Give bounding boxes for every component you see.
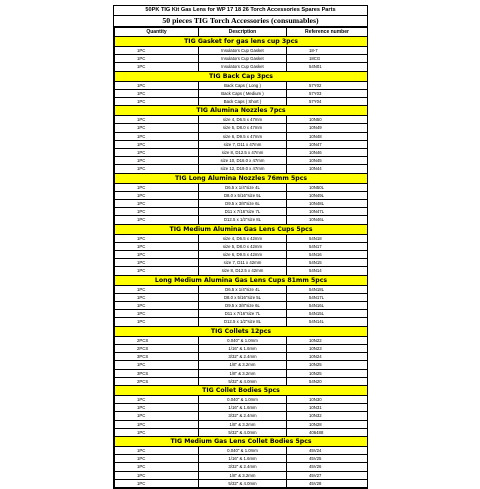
description-cell: size 7, D11 x 42mm (199, 259, 287, 267)
section-heading-row (115, 224, 368, 234)
parts-table-body (115, 37, 368, 488)
description-cell: size 4, D6.5 x 42mm (199, 234, 287, 242)
section-heading-row (115, 436, 368, 446)
description-cell: size 8, D12.5 x 42mm (199, 267, 287, 275)
section-heading: TIG Medium Alumina Gas Lens Cups 5pcs (115, 224, 368, 234)
quantity-cell: 1PC (115, 395, 199, 403)
table-row (115, 369, 368, 377)
description-cell: 1/8" & 3.2mm (199, 471, 287, 479)
section-heading-row (115, 71, 368, 81)
reference-cell: 45V28 (287, 479, 368, 487)
reference-cell: 406488 (287, 428, 368, 436)
reference-cell: 45V27 (287, 471, 368, 479)
reference-cell: 10N22 (287, 336, 368, 344)
quantity-cell: 1PC (115, 63, 199, 71)
description-cell: Insulators Cup Gasket (199, 47, 287, 55)
table-row (115, 267, 368, 275)
section-heading: TIG Long Alumina Nozzles 76mm 5pcs (115, 173, 368, 183)
section-heading: TIG Collet Bodies 5pcs (115, 385, 368, 395)
description-cell: D11 x 7/16"size 7L (199, 310, 287, 318)
reference-cell: 10N25 (287, 361, 368, 369)
description-cell: 1/16" & 1.6mm (199, 344, 287, 352)
quantity-cell: 1PC (115, 267, 199, 275)
reference-cell: 45V25 (287, 455, 368, 463)
section-heading-row (115, 106, 368, 116)
table-row (115, 412, 368, 420)
header-description: Description (199, 28, 287, 37)
quantity-cell: 1PC (115, 471, 199, 479)
description-cell: size 5, D8.0 x 47mm (199, 124, 287, 132)
quantity-cell: 1PC (115, 165, 199, 173)
description-cell: 5/32" & 4.0mm (199, 479, 287, 487)
quantity-cell: 1PC (115, 116, 199, 124)
section-heading: Long Medium Alumina Gas Lens Cups 81mm 5pcs (115, 275, 368, 285)
description-cell: 3/32" & 2.4mm (199, 463, 287, 471)
parts-list-document (113, 5, 368, 489)
quantity-cell: 1PC (115, 81, 199, 89)
reference-cell: 10N47L (287, 208, 368, 216)
description-cell: 5/32" & 4.0mm (199, 428, 287, 436)
table-row (115, 251, 368, 259)
quantity-cell: 1PC (115, 302, 199, 310)
quantity-cell: 1PC (115, 208, 199, 216)
parts-table (114, 27, 368, 488)
reference-cell: 10N25 (287, 369, 368, 377)
header-quantity: Quantity (115, 28, 199, 37)
quantity-cell: 1PC (115, 132, 199, 140)
table-row (115, 47, 368, 55)
section-heading: TIG Back Cap 3pcs (115, 71, 368, 81)
table-row (115, 55, 368, 63)
reference-cell: 54N18 (287, 234, 368, 242)
table-row (115, 479, 368, 487)
table-row (115, 318, 368, 326)
quantity-cell: 1PC (115, 89, 199, 97)
reference-cell: 54N01 (287, 63, 368, 71)
quantity-cell: 2PCS (115, 344, 199, 352)
section-heading-row (115, 37, 368, 47)
reference-cell: 10N45 (287, 157, 368, 165)
description-cell: D6.5 x 1/4"size 4L (199, 285, 287, 293)
description-cell: size 12, D19.0 x 47mm (199, 165, 287, 173)
reference-cell: 54N20 (287, 377, 368, 385)
quantity-cell: 1PC (115, 318, 199, 326)
reference-cell: 54N18L (287, 285, 368, 293)
table-row (115, 208, 368, 216)
description-cell: size 7, D11 x 47mm (199, 140, 287, 148)
reference-cell: 10N44 (287, 165, 368, 173)
table-row (115, 310, 368, 318)
reference-cell: 10N23 (287, 344, 368, 352)
quantity-cell: 1PC (115, 293, 199, 301)
section-heading: TIG Collets 12pcs (115, 326, 368, 336)
table-row (115, 336, 368, 344)
reference-cell: 54N14 (287, 267, 368, 275)
reference-cell: 10N32 (287, 412, 368, 420)
table-row (115, 124, 368, 132)
description-cell: 3/32" & 2.4mm (199, 412, 287, 420)
table-row (115, 132, 368, 140)
table-row (115, 293, 368, 301)
reference-cell: 45V24 (287, 446, 368, 454)
description-cell: Back Caps ( Short ) (199, 98, 287, 106)
quantity-cell: 1PC (115, 191, 199, 199)
reference-cell: 57Y03 (287, 89, 368, 97)
table-row (115, 404, 368, 412)
table-row (115, 302, 368, 310)
table-row (115, 242, 368, 250)
description-cell: 3/32" & 2.4mm (199, 353, 287, 361)
reference-cell: 10N28 (287, 420, 368, 428)
quantity-cell: 1PC (115, 234, 199, 242)
table-row (115, 140, 368, 148)
quantity-cell: 1PC (115, 463, 199, 471)
section-heading-row (115, 173, 368, 183)
description-cell: D11 x 7/16"size 7L (199, 208, 287, 216)
quantity-cell: 1PC (115, 157, 199, 165)
quantity-cell: 1PC (115, 242, 199, 250)
section-heading-row (115, 385, 368, 395)
quantity-cell: 1PC (115, 259, 199, 267)
quantity-cell: 1PC (115, 216, 199, 224)
quantity-cell: 1PC (115, 200, 199, 208)
table-row (115, 216, 368, 224)
table-row (115, 234, 368, 242)
description-cell: size 6, D9.5 x 42mm (199, 251, 287, 259)
table-row (115, 455, 368, 463)
reference-cell: 10N48L (287, 200, 368, 208)
reference-cell: 10N49 (287, 124, 368, 132)
description-cell: Back Caps ( Long ) (199, 81, 287, 89)
table-header-row (115, 28, 368, 37)
quantity-cell: 3PCS (115, 369, 199, 377)
table-row (115, 285, 368, 293)
quantity-cell: 1PC (115, 420, 199, 428)
reference-cell: 10N46 (287, 149, 368, 157)
table-row (115, 191, 368, 199)
description-cell: D12.5 x 1/2"size 8L (199, 216, 287, 224)
document-title: 50PK TIG Kit Gas Lens for WP 17 18 26 Torch Accessories Spares Parts (114, 6, 367, 16)
reference-cell: 54N16 (287, 251, 368, 259)
reference-cell: 10N48 (287, 132, 368, 140)
section-heading-row (115, 275, 368, 285)
document-subtitle: 50 pieces TIG Torch Accessories (consumables) (114, 16, 367, 27)
quantity-cell: 1PC (115, 149, 199, 157)
reference-cell: 54N16L (287, 302, 368, 310)
table-row (115, 395, 368, 403)
reference-cell: 18CG (287, 55, 368, 63)
table-row (115, 428, 368, 436)
table-row (115, 89, 368, 97)
description-cell: D6.5 x 1/4"size 4L (199, 183, 287, 191)
description-cell: 5/32" & 4.0mm (199, 377, 287, 385)
quantity-cell: 1PC (115, 124, 199, 132)
description-cell: size 4, D6.5 x 47mm (199, 116, 287, 124)
header-reference: Reference number (287, 28, 368, 37)
section-heading: TIG Medium Gas Lens Collet Bodies 5pcs (115, 436, 368, 446)
reference-cell: 54N17 (287, 242, 368, 250)
reference-cell: 10N47 (287, 140, 368, 148)
description-cell: 0.040" & 1.0mm (199, 336, 287, 344)
table-row (115, 420, 368, 428)
description-cell: 1/16" & 1.6mm (199, 455, 287, 463)
description-cell: 1/16" & 1.6mm (199, 404, 287, 412)
quantity-cell: 1PC (115, 47, 199, 55)
quantity-cell: 1PC (115, 479, 199, 487)
description-cell: 1/8" & 3.2mm (199, 420, 287, 428)
quantity-cell: 2PCS (115, 336, 199, 344)
quantity-cell: 1PC (115, 404, 199, 412)
table-row (115, 463, 368, 471)
table-row (115, 361, 368, 369)
description-cell: size 8, D12.5 x 47mm (199, 149, 287, 157)
table-row (115, 157, 368, 165)
section-heading-row (115, 326, 368, 336)
quantity-cell: 1PC (115, 251, 199, 259)
table-row (115, 200, 368, 208)
table-row (115, 149, 368, 157)
description-cell: D12.5 x 1/2"size 8L (199, 318, 287, 326)
reference-cell: 54N15 (287, 259, 368, 267)
reference-cell: 10N46L (287, 216, 368, 224)
reference-cell: 10N24 (287, 353, 368, 361)
table-row (115, 63, 368, 71)
reference-cell: 18-7 (287, 47, 368, 55)
description-cell: Insulators Cup Gasket (199, 55, 287, 63)
reference-cell: 10N50L (287, 183, 368, 191)
quantity-cell: 1PC (115, 455, 199, 463)
quantity-cell: 2PCS (115, 377, 199, 385)
table-row (115, 471, 368, 479)
description-cell: 1/8" & 3.2mm (199, 369, 287, 377)
table-row (115, 81, 368, 89)
description-cell: D9.5 x 3/8"size 6L (199, 200, 287, 208)
section-heading: TIG Gasket for gas lens cup 3pcs (115, 37, 368, 47)
description-cell: D8.0 x 5/16"size 5L (199, 293, 287, 301)
quantity-cell: 1PC (115, 310, 199, 318)
quantity-cell: 1PC (115, 55, 199, 63)
reference-cell: 54N17L (287, 293, 368, 301)
reference-cell: 10N30 (287, 395, 368, 403)
description-cell: size 6, D9.5 x 47mm (199, 132, 287, 140)
description-cell: 0.040" & 1.0mm (199, 395, 287, 403)
quantity-cell: 1PC (115, 412, 199, 420)
description-cell: size 5, D8.0 x 42mm (199, 242, 287, 250)
description-cell: Insulators Cup Gasket (199, 63, 287, 71)
description-cell: D9.5 x 3/8"size 6L (199, 302, 287, 310)
section-heading: TIG Alumina Nozzles 7pcs (115, 106, 368, 116)
reference-cell: 54N15L (287, 310, 368, 318)
quantity-cell: 1PC (115, 428, 199, 436)
table-row (115, 377, 368, 385)
reference-cell: 10N49L (287, 191, 368, 199)
table-row (115, 446, 368, 454)
reference-cell: 57Y04 (287, 98, 368, 106)
description-cell: 0.040" & 1.0mm (199, 446, 287, 454)
description-cell: 1/8" & 3.2mm (199, 361, 287, 369)
reference-cell: 57Y02 (287, 81, 368, 89)
reference-cell: 10N50 (287, 116, 368, 124)
reference-cell: 10N31 (287, 404, 368, 412)
description-cell: Back Caps ( Medium ) (199, 89, 287, 97)
table-row (115, 259, 368, 267)
quantity-cell: 1PC (115, 140, 199, 148)
quantity-cell: 1PC (115, 98, 199, 106)
quantity-cell: 3PCS (115, 353, 199, 361)
quantity-cell: 1PC (115, 361, 199, 369)
reference-cell: 54N14L (287, 318, 368, 326)
reference-cell: 45V26 (287, 463, 368, 471)
table-row (115, 183, 368, 191)
description-cell: size 10, D16.0 x 47mm (199, 157, 287, 165)
table-row (115, 344, 368, 352)
description-cell: D8.0 x 5/16"size 5L (199, 191, 287, 199)
table-row (115, 165, 368, 173)
table-row (115, 98, 368, 106)
table-row (115, 116, 368, 124)
quantity-cell: 1PC (115, 446, 199, 454)
table-row (115, 353, 368, 361)
quantity-cell: 1PC (115, 183, 199, 191)
quantity-cell: 1PC (115, 285, 199, 293)
